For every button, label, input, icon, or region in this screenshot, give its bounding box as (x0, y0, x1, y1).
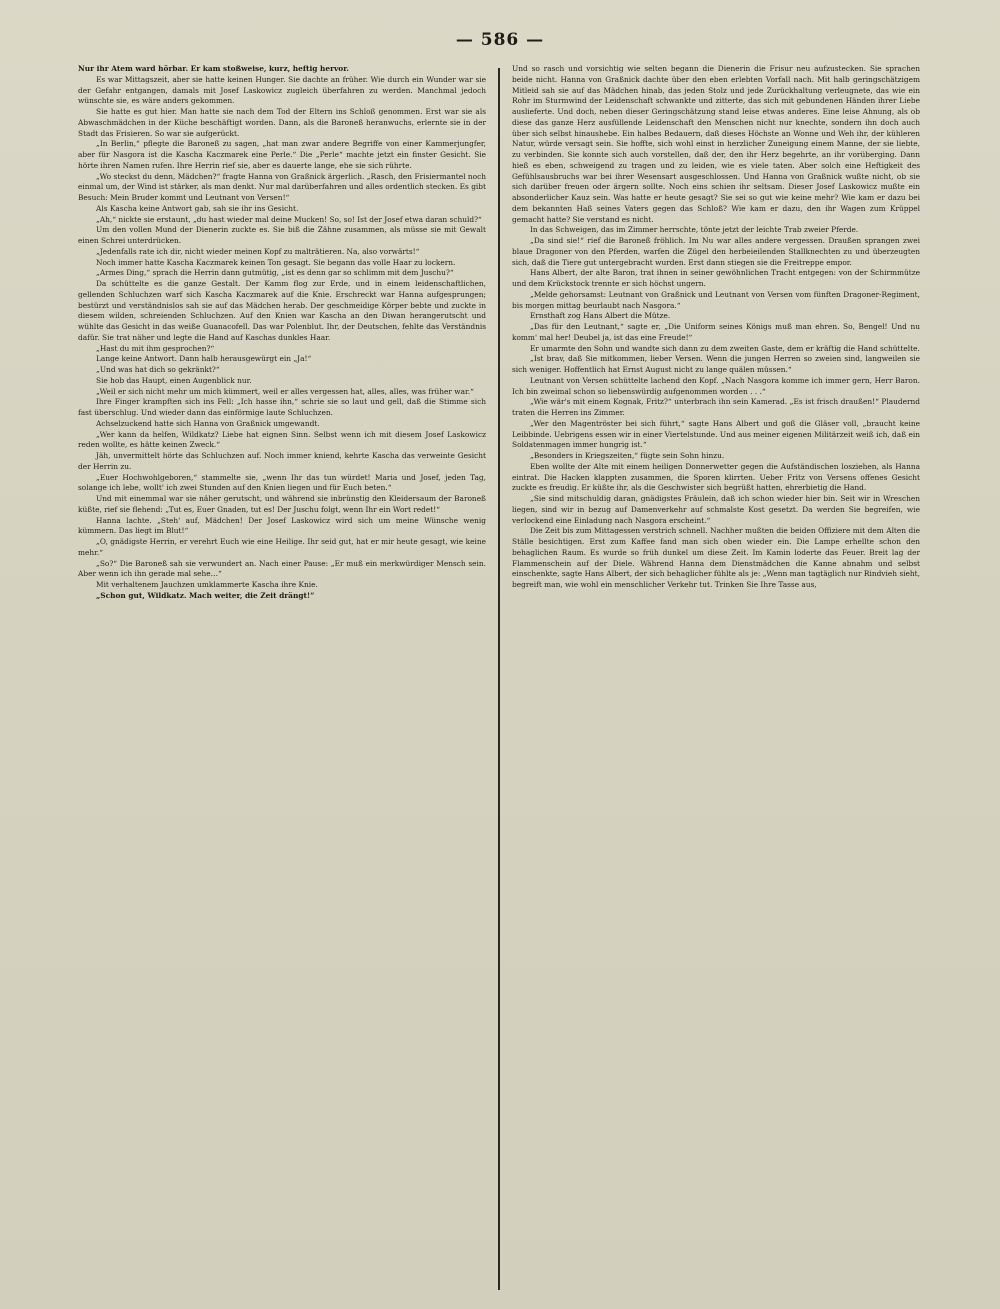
paragraph: Und so rasch und vorsichtig wie selten begann die Dienerin die Frisur neu aufzustecken. Sie sprachen beide nicht. Hanna von Graßnick dachte über den eben erlebten Vorfall nach. Mit halb geringschätzigem Mitleid sah sie auf das Mädchen hinab, das jeden Stolz und jede Zurückhaltung verleugnete, das wie ein Rohr im Sturmwind der Leidenschaft schwankte und zitterte, das sich mit gebundenen Händen ihrer Liebe auslieferte. Und doch, neben dieser Geringschätzung stand leise etwas anderes. Eine leise Ahnung, als ob diese das ganze Herz ausfüllende Leidenschaft den Menschen nicht nur knechte, sondern ihn doch auch über sich selbst hinaushebe. Ein halbes Bedauern, daß dieses Höchste an Wonne und Weh ihr, der kühleren Natur, würde versagt sein. Sie hoffte, sich wohl einst in herzlicher Zuneigung einem Manne, der sie liebte, zu verbinden. Sie konnte sich auch vorstellen, daß der, den ihr Herz begehrte, an ihr vorüberging. Dann hieß es eben, schweigend zu tragen und zu leiden, wie es viele taten. Aber solch eine Heftigkeit des Gefühlsausbruchs war bei ihrer Wesensart ausgeschlossen. Und Hanna von Graßnick wußte nicht, ob sie sich darüber freuen oder ärgern sollte. Noch eins schien ihr seltsam. Dieser Josef Laskowicz mußte ein absonderlicher Kauz sein. Was hatte er heute gesagt? Sie sei so gut wie keine mehr? Wie kam er dazu bei dem bekannten Haß seines Vaters gegen das Schloß? Wie kam er dazu, den ihr Wagen zum Krüppel gemacht hatte? Sie verstand es nicht. (512, 64, 920, 224)
paragraph: „Ah,“ nickte sie erstaunt, „du hast wieder mal deine Mucken! So, so! Ist der Josef etwa daran schuld?“ (96, 214, 482, 224)
paragraph: „Wo steckst du denn, Mädchen?“ fragte Hanna von Graßnick ärgerlich. „Rasch, den Frisiermantel noch einmal um, der Wind ist stärker, als man denkt. Nur mal darüberfahren und alles ordentlich stecken. Es gibt Besuch: Mein Bruder kommt und Leutnant von Versen!“ (78, 171, 486, 202)
paragraph: „Wie wär's mit einem Kognak, Fritz?“ unterbrach ihn sein Kamerad. „Es ist frisch draußen!“ Plaudernd traten die Herren ins Zimmer. (512, 397, 920, 417)
paragraph: Achselzuckend hatte sich Hanna von Graßnick umgewandt. (96, 418, 320, 428)
text-columns (78, 64, 920, 1294)
paragraph: Ernsthaft zog Hans Albert die Mütze. (530, 311, 671, 321)
paragraph: „Wer den Magentröster bei sich führt,“ sagte Hans Albert und goß die Gläser voll, „braucht keine Leibbinde. Uebrigens essen wir in einer Viertelstunde. Und aus meiner eigenen Militärzeit weiß ich, daß ein Soldatenmagen immer hungrig ist.“ (512, 418, 920, 450)
paragraph: Mit verhaltenem Jauchzen umklammerte Kascha ihre Knie. (96, 580, 318, 589)
left-column (78, 64, 498, 1292)
paragraph: Leutnant von Versen schüttelte lachend den Kopf. „Nach Nasgora komme ich immer gern, Herr Baron. Ich bin zweimal schon so liebenswürdig aufgenommen worden . . .“ (512, 375, 920, 396)
paragraph: „Und was hat dich so gekränkt?“ (96, 365, 220, 374)
paragraph: Da schüttelte es die ganze Gestalt. Der Kamm flog zur Erde, und in einem leidenschaftlichen, gellenden Schluchzen warf sich Kascha Kaczmarek auf die Knie. Erschreckt war Hanna aufgesprungen; bestürzt und verständnislos sah sie auf das Mädchen herab. Der geschmeidige Körper bebte und zuckte in diesem wilden, schreienden Schluchzen. Auf den Knien war Kascha an den Diwan herangerutscht und wühlte das Gesicht in das weiße Guanacofell. Das war Polenblut. Ihr, der Deutschen, fehlte das Verständnis dafür. Sie trat näher und legte die Hand auf Kaschas dunkles Haar. (78, 279, 486, 342)
paragraph: Nur ihr Atem ward hörbar. Er kam stoßweise, kurz, heftig hervor. (78, 64, 349, 73)
paragraph: „Armes Ding,“ sprach die Herrin dann gutmütig, „ist es denn gar so schlimm mit dem Juschu?“ (96, 268, 454, 278)
right-column (500, 64, 920, 1292)
paragraph: „Weil er sich nicht mehr um mich kümmert, weil er alles vergessen hat, alles, alles, was früher war.“ (96, 386, 474, 396)
paragraph: Sie hatte es gut hier. Man hatte sie nach dem Tod der Eltern ins Schloß genommen. Erst war sie als Abwaschmädchen in der Küche beschäftigt worden. Dann, als die Baroneß heranwuchs, erlernte sie in der Stadt das Frisieren. So war sie aufgerückt. (78, 107, 486, 138)
paragraph: „Ist brav, daß Sie mitkommen, lieber Versen. Wenn die jungen Herren so zweien sind, langweilen sie sich weniger. Hoffentlich hat Ernst August nicht zu lange quälen müssen.“ (512, 354, 920, 374)
paragraph: Er umarmte den Sohn und wandte sich dann zu dem zweiten Gaste, dem er kräftig die Hand schüttelte. (530, 343, 920, 353)
paragraph: Hanna lachte. „Steh' auf, Mädchen! Der Josef Laskowicz wird sich um meine Wünsche wenig kümmern. Das liegt im Blut!“ (78, 515, 486, 536)
paragraph: In das Schweigen, das im Zimmer herrschte, tönte jetzt der leichte Trab zweier Pferde. (530, 225, 859, 235)
paragraph: „Hast du mit ihm gesprochen?“ (96, 343, 215, 353)
paragraph: Die Zeit bis zum Mittagessen verstrich schnell. Nachher mußten die beiden Offiziere mit dem Alten die Ställe besichtigen. Erst zum Kaffee fand man sich oben wieder ein. Die Lampe erhellte schon den behaglichen Raum. Es wurde so früh dunkel um diese Zeit. Im Kamin loderte das Feuer. Breit lag der Flammenschein auf der Diele. Während Hanna dem Dienstmädchen die Kanne abnahm und selbst einschenkte, sagte Hans Albert, der sich behaglicher fühlte als je: „Wenn man tagtäglich nur Rindvieh sieht, begreift man, wie wohl ein menschlicher Verkehr tut. Trinken Sie Ihre Tasse aus, (512, 526, 920, 589)
paragraph: „Wer kann da helfen, Wildkatz? Liebe hat eignen Sinn. Selbst wenn ich mit diesem Josef Laskowicz reden wollte, es hätte keinen Zweck.“ (78, 429, 486, 450)
paragraph: „Melde gehorsamst: Leutnant von Graßnick und Leutnant von Versen vom fünften Dragoner-Regiment, bis morgen mittag beurlaubt nach Nasgora.“ (512, 289, 920, 310)
paragraph: „O, gnädigste Herrin, er verehrt Euch wie eine Heilige. Ihr seid gut, hat er mir heute gesagt, wie keine mehr.“ (78, 537, 486, 557)
paragraph: Lange keine Antwort. Dann halb herausgewürgt ein „Ja!“ (96, 354, 312, 364)
paragraph: Eben wollte der Alte mit einem heiligen Donnerwetter gegen die Aufständischen losziehen, als Hanna eintrat. Die Hacken klappten zusammen, die Sporen klirrten. Ueber Fritz von Versens offenes Gesicht zuckte es freudig. Er küßte ihr, als die Geschwister sich begrüßt hatten, ehrerbietig die Hand. (512, 461, 920, 493)
paragraph: „Euer Hochwohlgeboren,“ stammelte sie, „wenn Ihr das tun würdet! Maria und Josef, jeden Tag, solange ich lebe, wollt' ich zwei Stunden auf den Knien liegen und für Euch beten.“ (78, 472, 486, 493)
paragraph: „Schon gut, Wildkatz. Mach weiter, die Zeit drängt!“ (96, 590, 315, 600)
paragraph: „So?“ Die Baroneß sah sie verwundert an. Nach einer Pause: „Er muß ein merkwürdiger Mensch sein. Aber wenn ich ihn gerade mal sehe…“ (78, 558, 486, 579)
paragraph: „In Berlin,“ pflegte die Baroneß zu sagen, „hat man zwar andere Begriffe von einer Kammerjungfer, aber für Nasgora ist die Kascha Kaczmarek eine Perle.“ Die „Perle“ machte jetzt ein finster Gesicht. Sie hörte ihren Namen rufen. Ihre Herrin rief sie, aber es dauerte lange, ehe sie sich rührte. (78, 139, 486, 170)
paragraph: Und mit einemmal war sie näher gerutscht, und während sie inbrünstig den Kleidersaum der Baroneß küßte, rief sie flehend: „Tut es, Euer Gnaden, tut es! Der Juschu folgt, wenn Ihr ein Wort redet!“ (78, 494, 486, 514)
paragraph: „Sie sind mitschuldig daran, gnädigstes Fräulein, daß ich schon wieder hier bin. Seit wir in Wreschen liegen, sind wir in bezug auf Damenverkehr auf schmalste Kost gesetzt. Da werden Sie begreifen, wie verlockend eine Einladung nach Nasgora erscheint.“ (512, 494, 920, 525)
paragraph: Noch immer hatte Kascha Kaczmarek keinen Ton gesagt. Sie begann das volle Haar zu lockern. (96, 257, 456, 267)
paragraph: Um den vollen Mund der Dienerin zuckte es. Sie biß die Zähne zusammen, als müsse sie mit Gewalt einen Schrei unterdrücken. (78, 225, 486, 245)
paragraph: „Jedenfalls rate ich dir, nicht wieder meinen Kopf zu malträtieren. Na, also vorwärts!“ (96, 246, 420, 256)
paragraph: Sie hob das Haupt, einen Augenblick nur. (96, 375, 252, 385)
paragraph: Es war Mittagszeit, aber sie hatte keinen Hunger. Sie dachte an früher. Wie durch ein Wunder war sie der Gefahr entgangen, damals mit Josef Laskowicz zugleich überfahren zu werden. Manchmal jedoch wünschte sie, es wäre anders gekommen. (78, 74, 486, 106)
paragraph: „Besonders in Kriegszeiten,“ fügte sein Sohn hinzu. (530, 451, 725, 460)
paragraph: „Da sind sie!“ rief die Baroneß fröhlich. Im Nu war alles andere vergessen. Draußen sprangen zwei blaue Dragoner von den Pferden, warfen die Zügel den herbeieilenden Stallknechten zu und überzeugten sich, daß die Tiere gut untergebracht wurden. Erst dann stiegen sie die Freitreppe empor. (512, 236, 920, 267)
page-number: — 586 — (455, 30, 545, 50)
paragraph: Jäh, unvermittelt hörte das Schluchzen auf. Noch immer kniend, kehrte Kascha das verweinte Gesicht der Herrin zu. (78, 451, 486, 471)
paragraph: Ihre Finger krampften sich ins Fell: „Ich hasse ihn,“ schrie sie so laut und gell, daß die Stimme sich fast überschlug. Und wieder dann das einförmige laute Schluchzen. (78, 397, 486, 417)
paragraph: Als Kascha keine Antwort gab, sah sie ihr ins Gesicht. (96, 203, 299, 213)
paragraph: Hans Albert, der alte Baron, trat ihnen in seiner gewöhnlichen Tracht entgegen: von der Schirmmütze und dem Krückstock trennte er sich höchst ungern. (512, 268, 920, 288)
paragraph: „Das für den Leutnant,“ sagte er, „Die Uniform seines Königs muß man ehren. So, Bengel! Und nu komm' mal her! Deubel ja, ist das eine Freude!“ (512, 322, 920, 342)
